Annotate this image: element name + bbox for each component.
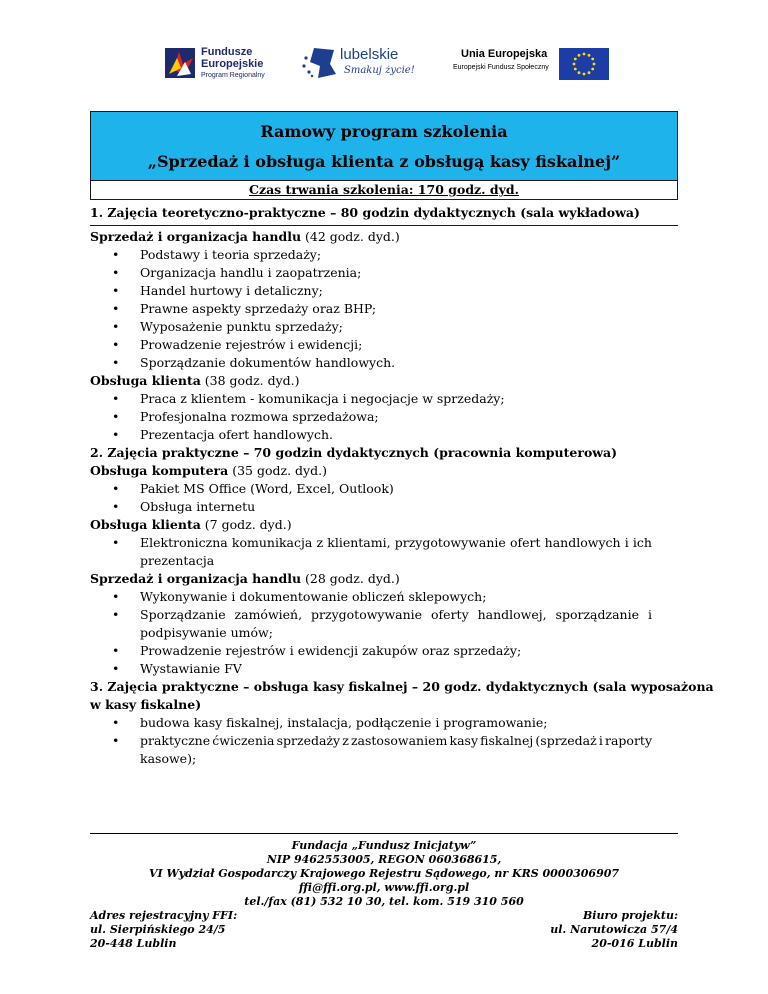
block-hours: (42 godz. dyd.) [301, 229, 400, 244]
title-line2: „Sprzedaż i obsługa klienta z obsługą kasy fiskalnej” [147, 152, 621, 171]
fe-line2: Europejskie [201, 58, 264, 70]
lubelskie-logo [300, 44, 420, 84]
section3-heading-line1: 3. Zajęcia praktyczne – obsługa kasy fiskalnej – 20 godz. dydaktycznych (sala wyposażona [90, 679, 714, 694]
footer-right-line3: 20-016 Lublin [591, 937, 678, 950]
block-name: Sprzedaż i organizacja handlu [90, 571, 302, 586]
lubelskie-name: lubelskie [340, 46, 399, 63]
section2-heading: 2. Zajęcia praktyczne – 70 godzin dydaktycznych (pracownia komputerowa) [90, 445, 618, 460]
justified-line: praktyczne ćwiczenia sprzedaży z zastosowaniem kasy fiskalnej (sprzedaż i raporty [140, 733, 652, 748]
footer-left-line3: 20-448 Lublin [90, 937, 177, 950]
list-item-continuation: podpisywanie umów; [140, 625, 273, 640]
logo-bar [0, 38, 768, 86]
block-hours: (35 godz. dyd.) [228, 463, 327, 478]
block-hours: (7 godz. dyd.) [200, 517, 292, 532]
fe-line1: Fundusze [201, 46, 253, 58]
ue-title: Unia Europejska [461, 48, 548, 60]
footer-court: VI Wydział Gospodarczy Krajowego Rejestru Sądowego, nr KRS 0000306907 [148, 867, 620, 880]
block-hours: (38 godz. dyd.) [200, 373, 300, 388]
block-obsluga-heading [90, 372, 690, 390]
lubelskie-emblem-icon [300, 44, 340, 82]
block-name: Obsługa komputera [90, 463, 229, 478]
block-klient-heading [90, 516, 690, 534]
section3-heading-line2: w kasy fiskalne) [90, 697, 202, 712]
block-hours: (28 godz. dyd.) [301, 571, 400, 586]
duration-text: Czas trwania szkolenia: 170 godz. dyd. [249, 182, 519, 197]
section1-heading: 1. Zajęcia teoretyczno-praktyczne – 80 godzin dydaktycznych (sala wykładowa) [90, 205, 640, 220]
list-item-continuation: prezentacja [140, 553, 215, 568]
footer-rule [90, 833, 678, 834]
block-sprzedaz-heading [90, 228, 690, 246]
block-name: Obsługa klienta [90, 373, 201, 388]
justified-line: Sporządzanie zamówień, przygotowywanie oferty handlowej, sporządzanie i [140, 607, 652, 622]
unia-europejska-logo [453, 46, 613, 82]
duration-row [90, 181, 678, 199]
footer-left-line2: ul. Sierpińskiego 24/5 [90, 923, 226, 936]
block-name: Obsługa klienta [90, 517, 201, 532]
eu-flag-icon [559, 48, 609, 80]
section1-divider [90, 225, 678, 226]
list-item-continuation: kasowe); [140, 751, 197, 766]
footer-left-line1: Adres rejestracyjny FFI: [90, 909, 238, 922]
justified-line: Elektroniczna komunikacja z klientami, przygotowywanie ofert handlowych i ich [140, 535, 652, 550]
footer-right-line2: ul. Narutowicza 57/4 [550, 923, 678, 936]
lubelskie-slogan: Smakuj życie! [344, 65, 415, 76]
block-komputer-heading [90, 462, 690, 480]
footer-web: ffi@ffi.org.pl, www.ffi.org.pl [298, 881, 470, 894]
title-box [90, 111, 678, 181]
ue-subtitle: Europejski Fundusz Społeczny [453, 64, 549, 71]
footer-phone: tel./fax (81) 532 10 30, tel. kom. 519 310 560 [244, 895, 524, 908]
fe-line3: Program Regionalny [201, 72, 265, 79]
title-line1: Ramowy program szkolenia [260, 122, 508, 141]
fe-star-icon [163, 44, 197, 82]
footer-right-line1: Biuro projektu: [583, 909, 678, 922]
block-sprzedaz2-heading [90, 570, 690, 588]
block-name: Sprzedaż i organizacja handlu [90, 229, 302, 244]
fundusze-europejskie-logo [163, 44, 283, 84]
footer-org: Fundacja „Fundusz Inicjatyw” [291, 839, 477, 852]
footer-nip: NIP 9462553005, REGON 060368615, [266, 853, 502, 866]
duration-divider [90, 199, 678, 200]
